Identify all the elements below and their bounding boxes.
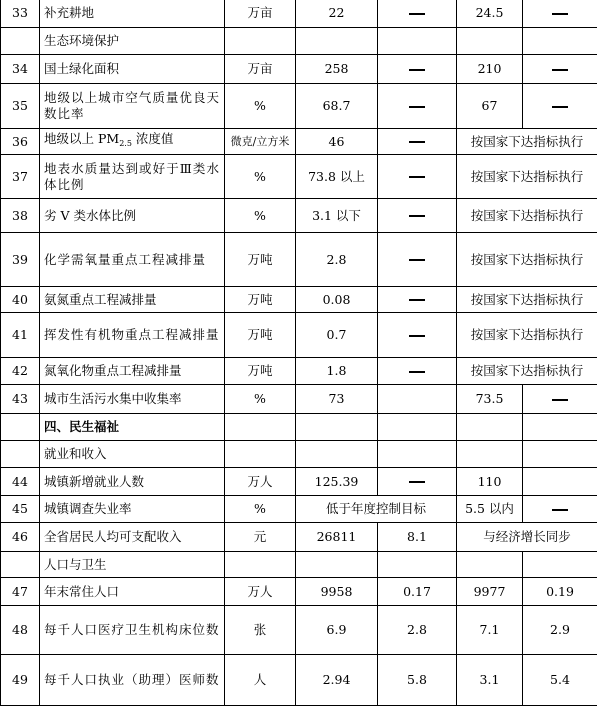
table-row <box>1 155 597 199</box>
value-2020: 2.94 <box>296 655 378 706</box>
dash-mark <box>409 335 425 337</box>
empty-cell <box>296 28 378 55</box>
row-number: 46 <box>1 523 40 552</box>
table-row <box>1 129 597 155</box>
row-number: 45 <box>1 496 40 523</box>
section-title: 生态环境保护 <box>40 28 225 55</box>
indicator-name: 地级以上城市空气质量优良天数比率 <box>40 84 225 129</box>
indicator-name <box>40 129 225 155</box>
unit-cell: 万人 <box>225 578 296 606</box>
empty-cell <box>457 414 523 441</box>
value-2020: 1.8 <box>296 358 378 385</box>
empty-cell <box>378 414 457 441</box>
indicator-name: 劣 V 类水体比例 <box>40 199 225 233</box>
row-number: 35 <box>1 84 40 129</box>
indicator-name: 年末常住人口 <box>40 578 225 606</box>
empty-cell <box>378 552 457 578</box>
row-number: 47 <box>1 578 40 606</box>
row-number: 33 <box>1 0 40 28</box>
value-2020: 3.1 以下 <box>296 199 378 233</box>
dash-mark <box>409 141 425 143</box>
table-row <box>1 55 597 84</box>
table-row <box>1 199 597 233</box>
section-row <box>1 441 597 468</box>
growth-2020 <box>378 155 457 199</box>
value-2025: 5.5 以内 <box>457 496 523 523</box>
empty-cell <box>225 28 296 55</box>
unit-cell: 万吨 <box>225 358 296 385</box>
value-2020: 258 <box>296 55 378 84</box>
empty-cell <box>296 552 378 578</box>
value-2025: 7.1 <box>457 606 523 655</box>
indicator-name: 化学需氧量重点工程减排量 <box>40 233 225 287</box>
indicator-name: 氮氧化物重点工程减排量 <box>40 358 225 385</box>
empty-cell <box>457 28 523 55</box>
row-number: 36 <box>1 129 40 155</box>
value-2020: 125.39 <box>296 468 378 496</box>
value-2020: 68.7 <box>296 84 378 129</box>
unit-cell: 万吨 <box>225 233 296 287</box>
growth-2020 <box>378 468 457 496</box>
row-number: 34 <box>1 55 40 84</box>
indicator-name-text: 浓度值 <box>131 131 174 146</box>
dash-mark <box>409 106 425 108</box>
value-2020: 26811 <box>296 523 378 552</box>
unit-cell: % <box>225 385 296 414</box>
growth-2020 <box>378 385 457 414</box>
dash-mark <box>409 259 425 261</box>
growth-2020: 0.17 <box>378 578 457 606</box>
growth-2020 <box>378 129 457 155</box>
section-row <box>1 28 597 55</box>
growth-2025 <box>523 385 597 414</box>
growth-2025: 2.9 <box>523 606 597 655</box>
dash-mark <box>409 371 425 373</box>
unit-cell: % <box>225 496 296 523</box>
table-row <box>1 468 597 496</box>
table-row <box>1 287 597 313</box>
indicator-name: 城市生活污水集中收集率 <box>40 385 225 414</box>
empty-cell <box>225 414 296 441</box>
indicator-name: 补充耕地 <box>40 0 225 28</box>
table-row <box>1 385 597 414</box>
dash-mark <box>552 106 568 108</box>
unit-cell: 万吨 <box>225 313 296 358</box>
table-row <box>1 233 597 287</box>
growth-2025 <box>523 468 597 496</box>
table-row <box>1 313 597 358</box>
empty-cell <box>225 441 296 468</box>
value-2020: 2.8 <box>296 233 378 287</box>
row-number <box>1 441 40 468</box>
section-row <box>1 552 597 578</box>
indicator-name: 国土绿化面积 <box>40 55 225 84</box>
target-merged: 按国家下达指标执行 <box>457 313 597 358</box>
value-merged: 低于年度控制目标 <box>296 496 457 523</box>
dash-mark <box>552 509 568 511</box>
row-number: 40 <box>1 287 40 313</box>
table-row <box>1 0 597 28</box>
table-row <box>1 84 597 129</box>
unit-cell: 元 <box>225 523 296 552</box>
dash-mark <box>409 176 425 178</box>
value-2020: 73 <box>296 385 378 414</box>
unit-cell: 微克/立方米 <box>225 129 296 155</box>
row-number: 39 <box>1 233 40 287</box>
table-row <box>1 523 597 552</box>
subscript: 2.5 <box>119 139 132 148</box>
growth-2020 <box>378 199 457 233</box>
value-2020: 0.7 <box>296 313 378 358</box>
row-number: 42 <box>1 358 40 385</box>
empty-cell <box>296 414 378 441</box>
dash-mark <box>409 69 425 71</box>
section-title: 人口与卫生 <box>40 552 225 578</box>
value-2025: 210 <box>457 55 523 84</box>
row-number: 49 <box>1 655 40 706</box>
indicator-name: 每千人口医疗卫生机构床位数 <box>40 606 225 655</box>
value-2025: 24.5 <box>457 0 523 28</box>
unit-cell: % <box>225 155 296 199</box>
unit-cell: % <box>225 199 296 233</box>
unit-cell: 万吨 <box>225 287 296 313</box>
dash-mark <box>552 399 568 401</box>
table-row <box>1 358 597 385</box>
section-title: 四、民生福祉 <box>40 414 225 441</box>
growth-2020 <box>378 358 457 385</box>
value-2020: 9958 <box>296 578 378 606</box>
empty-cell <box>457 441 523 468</box>
indicator-name: 地表水质量达到或好于Ⅲ类水体比例 <box>40 155 225 199</box>
table-row <box>1 606 597 655</box>
unit-cell: 万亩 <box>225 55 296 84</box>
empty-cell <box>225 552 296 578</box>
growth-2020 <box>378 84 457 129</box>
table-row <box>1 496 597 523</box>
value-2025: 67 <box>457 84 523 129</box>
indicator-name: 全省居民人均可支配收入 <box>40 523 225 552</box>
value-2020: 73.8 以上 <box>296 155 378 199</box>
growth-2025 <box>523 0 597 28</box>
row-number: 38 <box>1 199 40 233</box>
value-2025: 9977 <box>457 578 523 606</box>
dash-mark <box>409 299 425 301</box>
table-body <box>1 0 597 706</box>
section-row <box>1 414 597 441</box>
section-title: 就业和收入 <box>40 441 225 468</box>
target-merged: 按国家下达指标执行 <box>457 199 597 233</box>
growth-2025: 0.19 <box>523 578 597 606</box>
table-row <box>1 655 597 706</box>
growth-2020: 8.1 <box>378 523 457 552</box>
row-number: 48 <box>1 606 40 655</box>
growth-2020 <box>378 287 457 313</box>
indicator-name: 氨氮重点工程减排量 <box>40 287 225 313</box>
unit-cell: 人 <box>225 655 296 706</box>
value-2020: 22 <box>296 0 378 28</box>
indicator-name: 城镇调查失业率 <box>40 496 225 523</box>
row-number <box>1 414 40 441</box>
row-number: 37 <box>1 155 40 199</box>
growth-2020 <box>378 233 457 287</box>
unit-cell: % <box>225 84 296 129</box>
growth-2020: 5.8 <box>378 655 457 706</box>
dash-mark <box>552 13 568 15</box>
growth-2025: 5.4 <box>523 655 597 706</box>
target-merged: 按国家下达指标执行 <box>457 155 597 199</box>
empty-cell <box>523 414 597 441</box>
target-merged: 按国家下达指标执行 <box>457 129 597 155</box>
growth-2020: 2.8 <box>378 606 457 655</box>
unit-cell: 万人 <box>225 468 296 496</box>
target-merged: 按国家下达指标执行 <box>457 233 597 287</box>
dash-mark <box>409 13 425 15</box>
indicator-name: 每千人口执业（助理）医师数 <box>40 655 225 706</box>
unit-cell: 张 <box>225 606 296 655</box>
target-merged: 按国家下达指标执行 <box>457 358 597 385</box>
table-row <box>1 578 597 606</box>
indicator-name-text: 地级以上 PM <box>44 131 120 146</box>
indicator-name: 城镇新增就业人数 <box>40 468 225 496</box>
indicator-name: 挥发性有机物重点工程减排量 <box>40 313 225 358</box>
row-number <box>1 552 40 578</box>
empty-cell <box>523 441 597 468</box>
dash-mark <box>409 481 425 483</box>
empty-cell <box>378 441 457 468</box>
growth-2025 <box>523 496 597 523</box>
empty-cell <box>457 552 523 578</box>
row-number <box>1 28 40 55</box>
growth-2025 <box>523 84 597 129</box>
dash-mark <box>409 215 425 217</box>
value-2020: 46 <box>296 129 378 155</box>
growth-2020 <box>378 55 457 84</box>
growth-2020 <box>378 313 457 358</box>
row-number: 41 <box>1 313 40 358</box>
unit-cell: 万亩 <box>225 0 296 28</box>
value-2020: 6.9 <box>296 606 378 655</box>
target-merged: 按国家下达指标执行 <box>457 287 597 313</box>
row-number: 44 <box>1 468 40 496</box>
empty-cell <box>523 28 597 55</box>
target-merged: 与经济增长同步 <box>457 523 597 552</box>
row-number: 43 <box>1 385 40 414</box>
value-2025: 110 <box>457 468 523 496</box>
dash-mark <box>552 69 568 71</box>
empty-cell <box>378 28 457 55</box>
value-2025: 73.5 <box>457 385 523 414</box>
empty-cell <box>523 552 597 578</box>
value-2020: 0.08 <box>296 287 378 313</box>
growth-2025 <box>523 55 597 84</box>
value-2025: 3.1 <box>457 655 523 706</box>
growth-2020 <box>378 0 457 28</box>
empty-cell <box>296 441 378 468</box>
